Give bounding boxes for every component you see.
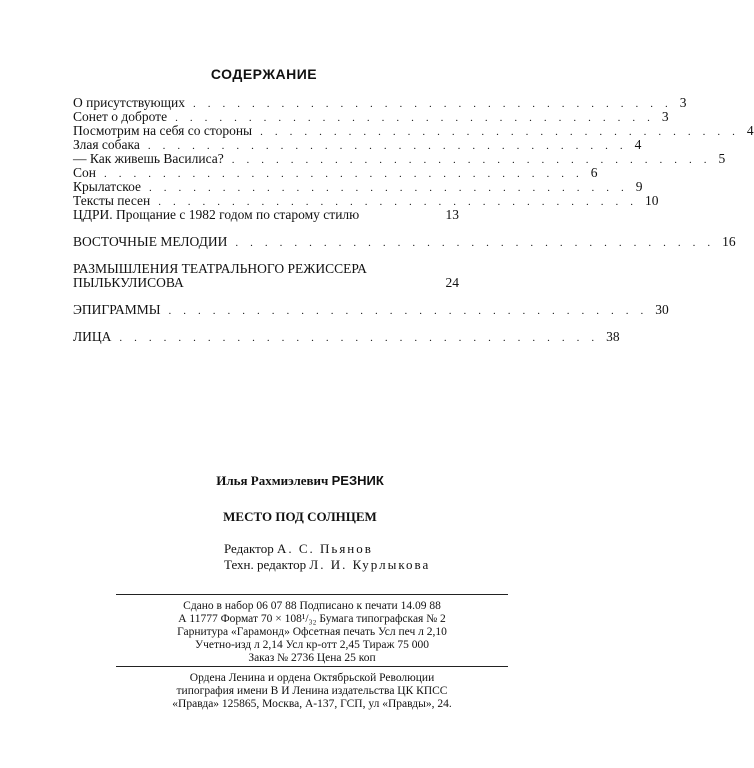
- toc-item[interactable]: [73, 123, 754, 138]
- toc-section-page: 30: [655, 302, 669, 317]
- author-name: [0, 473, 600, 489]
- table-of-contents: [73, 95, 754, 344]
- toc-section[interactable]: [73, 329, 620, 344]
- toc-item[interactable]: [73, 179, 643, 194]
- toc-section-label: ЭПИГРАММЫ: [73, 302, 161, 317]
- toc-item-label: Крылатское: [73, 179, 142, 194]
- printer-details: [116, 672, 508, 711]
- toc-leader-dots: .................................: [175, 112, 662, 124]
- printer-line: типография имени В И Ленина издательства ЦК КПСС: [176, 685, 448, 697]
- toc-item-page: 4: [634, 137, 642, 152]
- toc-section-page: 24: [445, 275, 459, 290]
- toc-item-label: ЦДРИ. Прощание с 1982 годом по старому стилю: [73, 207, 360, 222]
- toc-section-page: 38: [606, 329, 620, 344]
- toc-item-page: 9: [635, 179, 643, 194]
- toc-item[interactable]: [73, 137, 642, 152]
- toc-item-page: 10: [644, 193, 659, 208]
- book-title: МЕСТО ПОД СОЛНЦЕМ: [223, 509, 377, 524]
- author-given-name: Илья Рахмиэлевич: [216, 473, 329, 488]
- top-divider: [116, 594, 508, 595]
- toc-section-page: 16: [722, 234, 736, 249]
- toc-item-page: 4: [746, 123, 754, 138]
- toc-item[interactable]: [73, 95, 687, 110]
- toc-leader-dots: .................................: [119, 332, 607, 344]
- middle-divider: [116, 666, 508, 667]
- editor-line: [224, 541, 430, 557]
- author-family-name: РЕЗНИК: [331, 473, 384, 488]
- toc-item[interactable]: [73, 151, 726, 166]
- toc-leader-dots: .................................: [149, 182, 636, 194]
- toc-item-page: 5: [718, 151, 726, 166]
- publication-line: Учетно-изд л 2,14 Усл кр-отт 2,45 Тираж 75 000: [195, 639, 429, 651]
- tech-editor-line: [224, 557, 430, 573]
- publication-line: Заказ № 2736 Цена 25 коп: [248, 652, 376, 664]
- toc-item-label: Тексты песен: [73, 193, 151, 208]
- toc-section-label: ЛИЦА: [73, 329, 112, 344]
- toc-item-page: 6: [590, 165, 598, 180]
- publication-details: [116, 600, 508, 665]
- toc-leader-dots: .................................: [147, 140, 635, 152]
- printer-line: «Правда» 125865, Москва, А-137, ГСП, ул «Правды», 24.: [172, 698, 452, 710]
- editor-name: А. С. Пьянов: [276, 541, 373, 556]
- toc-item[interactable]: [73, 109, 669, 124]
- toc-item-page: 3: [679, 95, 687, 110]
- toc-item-page: 3: [661, 109, 669, 124]
- toc-item-page: 13: [445, 207, 459, 222]
- editors-block: [224, 541, 430, 573]
- toc-section-label: РАЗМЫШЛЕНИЯ ТЕАТРАЛЬНОГО РЕЖИССЕРА ПЫЛЬКУЛИСОВА: [73, 261, 367, 290]
- toc-title: СОДЕРЖАНИЕ: [210, 66, 318, 82]
- printer-line: Ордена Ленина и ордена Октябрьской Революции: [189, 672, 435, 684]
- toc-section[interactable]: [73, 262, 459, 290]
- toc-leader-dots: .................................: [260, 126, 747, 138]
- toc-item[interactable]: [73, 208, 459, 222]
- tech-editor-name: Л. И. Курлыкова: [309, 557, 431, 572]
- editor-role: Редактор: [224, 541, 274, 556]
- toc-leader-dots: .................................: [103, 168, 591, 180]
- toc-item-label: О присутствующих: [73, 95, 185, 110]
- toc-item[interactable]: [73, 193, 659, 208]
- tech-editor-role: Техн. редактор: [224, 557, 307, 572]
- toc-section-label: ВОСТОЧНЫЕ МЕЛОДИИ: [73, 234, 228, 249]
- toc-item-label: Посмотрим на себя со стороны: [73, 123, 253, 138]
- publication-line: А 11777 Формат 70 × 108¹/₃₂ Бумага типографская № 2: [178, 613, 446, 625]
- toc-leader-dots: .................................: [235, 237, 723, 249]
- publication-line: Гарнитура «Гарамонд» Офсетная печать Усл печ л 2,10: [177, 626, 447, 638]
- toc-item-label: Сон: [73, 165, 96, 180]
- toc-leader-dots: .................................: [192, 98, 680, 110]
- toc-section[interactable]: [73, 302, 669, 317]
- toc-leader-dots: .................................: [168, 305, 656, 317]
- toc-section[interactable]: [73, 234, 736, 249]
- toc-item-label: — Как живешь Василиса?: [73, 151, 224, 166]
- toc-leader-dots: .................................: [231, 154, 719, 166]
- toc-leader-dots: .................................: [158, 196, 645, 208]
- toc-item-label: Сонет о доброте: [73, 109, 168, 124]
- toc-item[interactable]: [73, 165, 598, 180]
- publication-line: Сдано в набор 06 07 88 Подписано к печати 14.09 88: [183, 600, 441, 612]
- toc-item-label: Злая собака: [73, 137, 140, 152]
